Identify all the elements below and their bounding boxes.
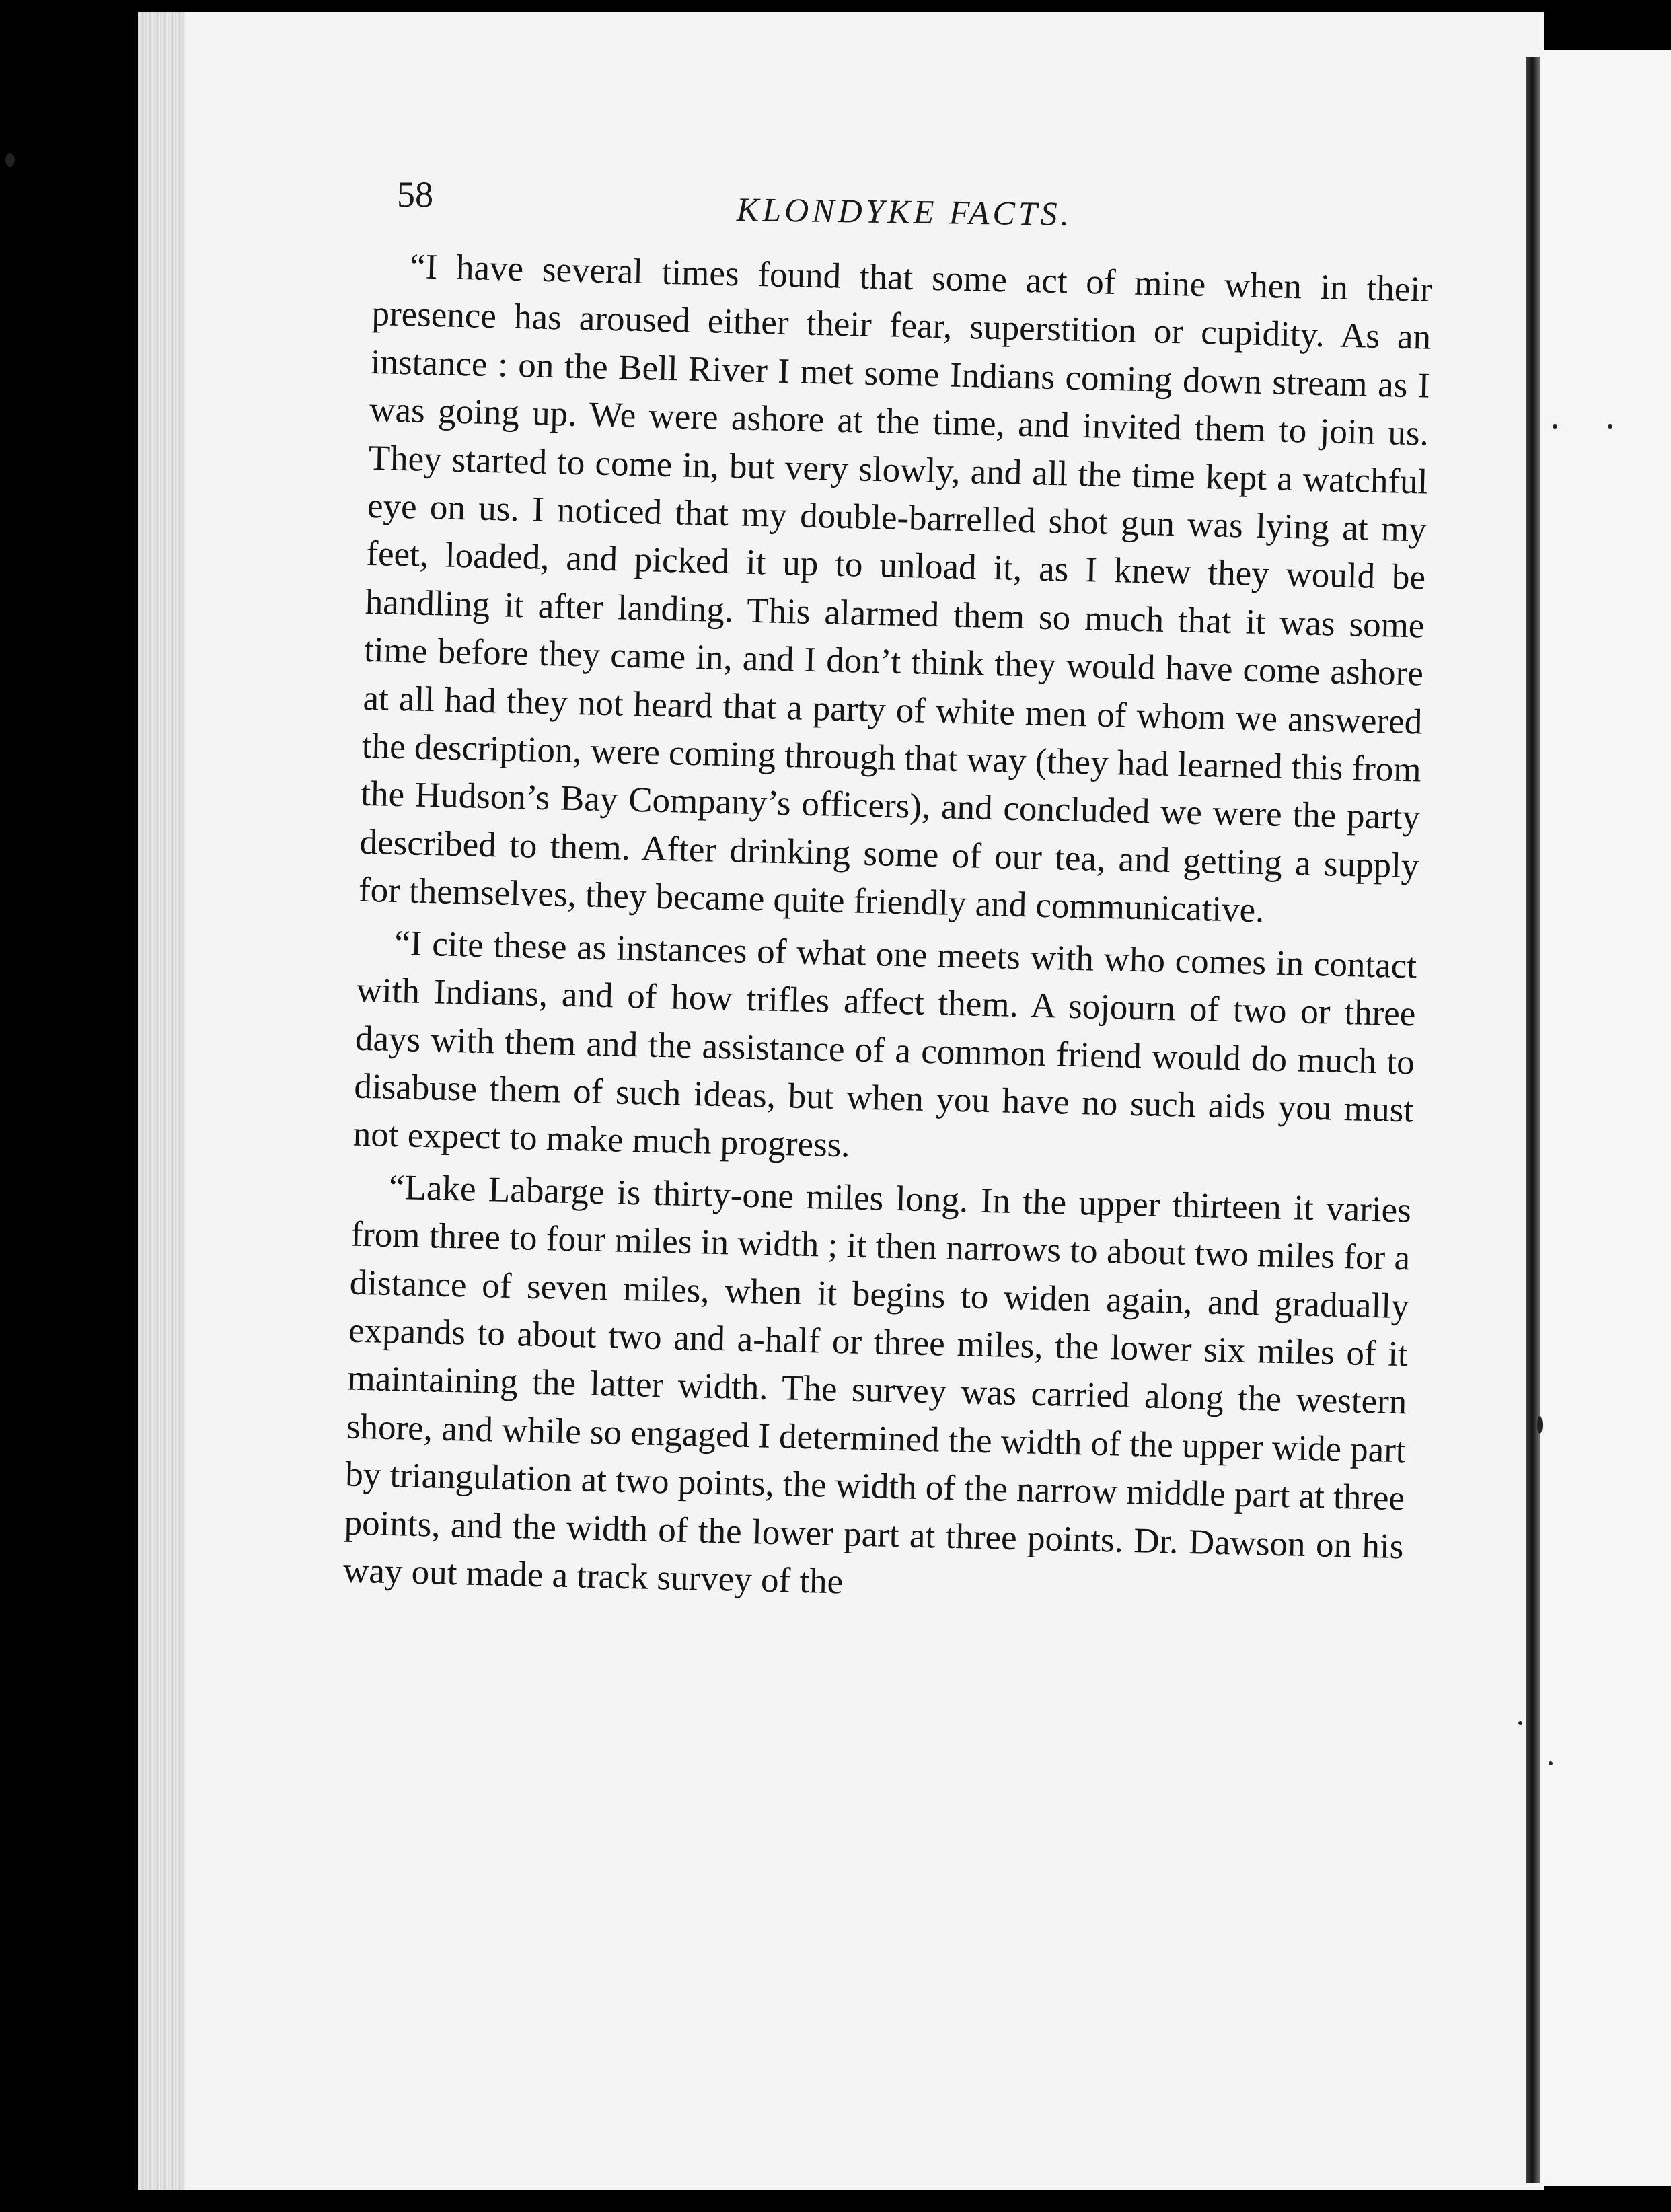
scan-border	[138, 2190, 1671, 2212]
page-edge-shadow	[1526, 57, 1540, 2183]
book-gutter	[138, 12, 185, 2202]
book-page-right	[1530, 50, 1671, 2186]
body-text	[342, 242, 1432, 1623]
scan-speck	[1549, 1761, 1553, 1765]
paragraph-lake-labarge: “Lake Labarge is thirty-one miles long. In the upper thirteen it varies from three to four miles in width ; it then narrows to about two miles for a distance of seven miles, when it begins to widen again, and gradually expands to about two and a-half or three miles, the lower six miles of it maintaining the latter width. The survey was carried along the western shore, and while so engaged I determined the width of the upper wide part by triangulation at two points, the width of the narrow middle part at three points, and the width of the lower part at three points. Dr. Dawson on his way out made a track survey of the	[342, 1167, 1412, 1602]
running-title: KLONDYKE FACTS.	[736, 190, 1073, 233]
scan-speck	[1608, 424, 1612, 429]
page-number: 58	[397, 174, 433, 215]
scan-speck	[1518, 1721, 1522, 1725]
scan-speck	[1537, 1416, 1543, 1434]
paragraph-indian-encounter: “I have several times found that some act of mine when in their presence has aroused either their fear, superstition or cupidity. As an instance : on the Bell River I met some Indians coming down stream as I was going up. We were ashore at the time, and invited them to join us. They started to come in, but very slowly, and all the time kept a watchful eye on us. I noticed that my double-barrelled shot gun was lying at my feet, loaded, and picked it up to unload it, as I knew they would be handling it after landing. This alarmed them so much that it was some time before they came in, and I don’t think they would have come ashore at all had they not heard that a party of white men of whom we answered the description, were coming through that way (they had learned this from the Hudson’s Bay Company’s officers), and concluded we were the party described to them. After drinking some of our tea, and getting a supply for themselves, they became quite friendly and communicative.	[358, 247, 1433, 930]
scan-speck	[5, 153, 15, 167]
running-head	[397, 174, 1339, 234]
scan-speck	[1553, 424, 1557, 429]
paragraph-instances: “I cite these as instances of what one meets with who comes in contact with Indians, and of how trifles affect them. A sojourn of two or three days with them and the assistance of a common friend would do much to disabuse them of such ideas, but when you have no such aids you must not expect to make much progress.	[352, 923, 1417, 1165]
